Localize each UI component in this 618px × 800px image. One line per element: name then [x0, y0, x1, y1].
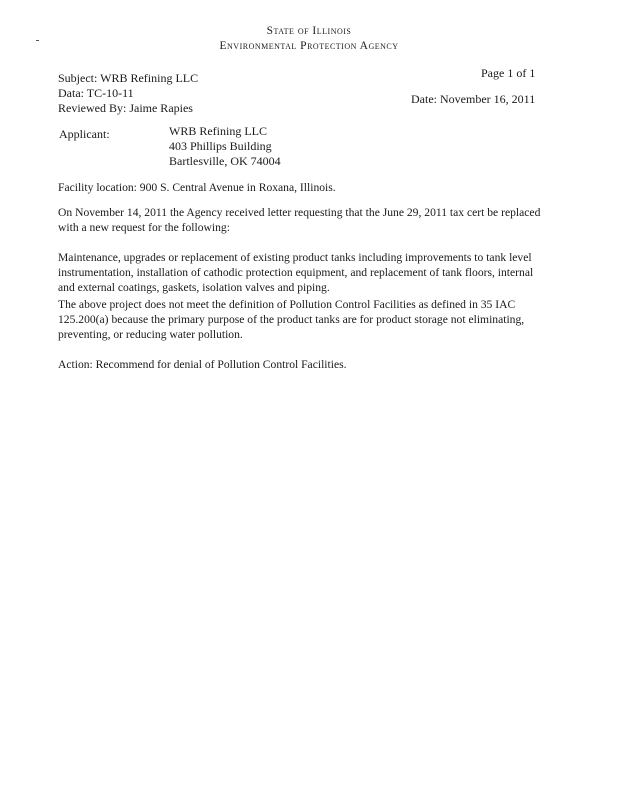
reviewed-by-line: Reviewed By: Jaime Rapies: [58, 101, 193, 115]
maintenance-paragraph: Maintenance, upgrades or replacement of existing product tanks including improvements to tank level instrumentation, installation of cathodic protection equipment, and replacement of tank floors, internal and external coatings, gaskets, isolation valves and piping.: [58, 251, 534, 294]
subject-line: Subject: WRB Refining LLC: [58, 71, 199, 85]
applicant-address-line1: 403 Phillips Building: [169, 139, 272, 153]
applicant-label: Applicant:: [59, 127, 110, 141]
action-paragraph: Action: Recommend for denial of Pollution Control Facilities.: [58, 358, 347, 371]
header-agency: Environmental Protection Agency: [219, 40, 399, 52]
applicant-name: WRB Refining LLC: [169, 124, 267, 138]
page-number: Page 1 of 1: [481, 66, 536, 80]
data-line: Data: TC-10-11: [58, 86, 134, 100]
applicant-address: [169, 124, 281, 169]
facility-location-paragraph: Facility location: 900 S. Central Avenue in Roxana, Illinois.: [58, 181, 336, 194]
request-paragraph: On November 14, 2011 the Agency received letter requesting that the June 29, 2011 tax cert be replaced with a new request for the following:: [58, 206, 541, 234]
applicant-address-line2: Bartlesville, OK 74004: [169, 154, 281, 168]
subject-block: [58, 71, 198, 116]
document-date: Date: November 16, 2011: [411, 92, 536, 106]
document-header: [0, 24, 618, 54]
header-state: State of Illinois: [266, 25, 352, 37]
project-determination-paragraph: The above project does not meet the definition of Pollution Control Facilities as defined in 35 IAC 125.200(a) because the primary purpose of the product tanks are for product storage not eliminating, preventing, or reducing water pollution.: [58, 298, 525, 341]
